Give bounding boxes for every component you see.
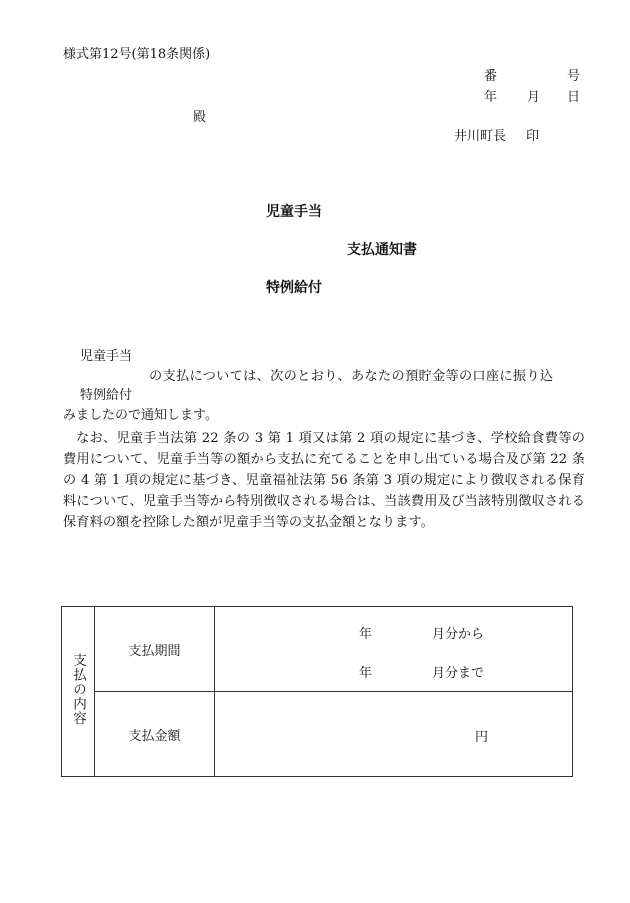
- date-month: 月: [527, 90, 541, 105]
- issuer-name: 井川町長: [454, 129, 507, 144]
- addressee-suffix: 殿: [193, 110, 207, 125]
- title-line3: 特例給付: [266, 280, 322, 296]
- amount-label: 支払金額: [128, 728, 181, 744]
- form-number-label: 様式第12号(第18条関係): [63, 47, 211, 62]
- period-label-cell: [95, 607, 215, 692]
- amount-value-cell: [215, 692, 573, 777]
- side-label: 支払の内容: [70, 653, 86, 726]
- title-line1: 児童手当: [266, 204, 322, 220]
- amount-label-cell: [95, 692, 215, 777]
- to-month-label: 月分まで: [432, 666, 485, 681]
- period-label: 支払期間: [128, 643, 181, 659]
- from-month-label: 月分から: [432, 627, 485, 642]
- amount-unit: 円: [475, 730, 489, 745]
- number-prefix: 番: [484, 69, 498, 84]
- number-suffix: 号: [567, 69, 581, 84]
- to-year-label: 年: [359, 666, 373, 681]
- body-option-lower: 特例給付: [80, 388, 133, 403]
- body-paragraph2-text: なお、児童手当法第 22 条の 3 第 1 項又は第 2 項の規定に基づき、学校給食費等の費用について、児童手当等の額から支払に充てることを申し出ている場合及び第 22 条の 4 第 1 項の規定に基づき、児童福祉法第 56 条第 3 項の規定により徴収される保育料について、児童手当等から特別徴収される場合は、当該費用及び当該特別徴収される保育料の額を控除した額が児童手当等の支払金額となります。: [63, 431, 585, 530]
- seal-mark: 印: [526, 129, 540, 144]
- payment-content-table: [61, 606, 573, 777]
- side-label-cell: [62, 607, 95, 777]
- body-paragraph2: [63, 428, 585, 533]
- date-day: 日: [567, 90, 581, 105]
- body-line1: の支払については、次のとおり、あなたの預貯金等の口座に振り込: [149, 369, 554, 384]
- date-year: 年: [484, 90, 498, 105]
- period-value-cell: [215, 607, 573, 692]
- document-title: 支払通知書: [347, 242, 417, 258]
- body-option-upper: 児童手当: [80, 349, 133, 364]
- body-line2: みましたので通知します。: [63, 408, 218, 423]
- from-year-label: 年: [359, 627, 373, 642]
